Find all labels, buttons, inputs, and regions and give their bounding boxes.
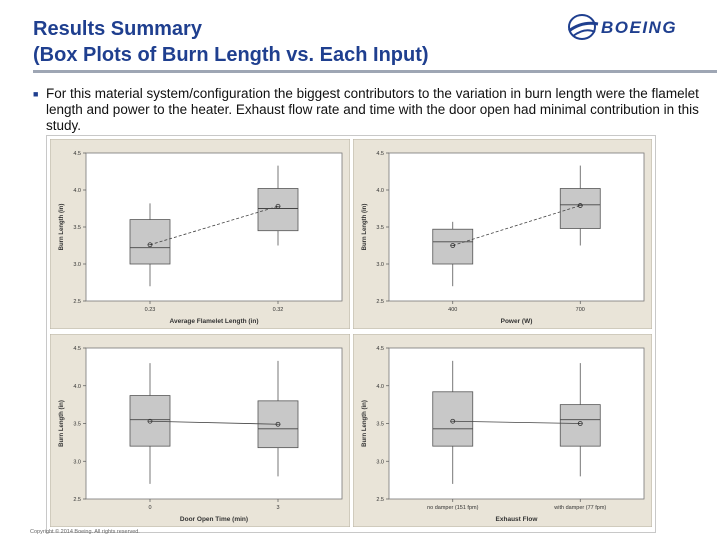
y-tick-label: 3.5 [376,421,384,428]
y-axis-label: Burn Length (in) [59,203,65,251]
y-tick-label: 4.0 [73,383,81,390]
y-tick-label: 3.0 [73,262,81,268]
x-tick-label: 0.32 [272,307,284,313]
box-plot-figure [46,135,656,533]
x-tick-label: 0.23 [144,307,156,313]
iqr-box [433,229,473,264]
x-tick-label: 400 [448,307,458,313]
box-plot-exhaust-flow [353,334,652,527]
boeing-logo [565,12,715,42]
y-tick-label: 4.5 [73,151,81,157]
slide-title [33,16,553,68]
summary-bullet-text: For this material system/configuration the biggest contributors to the variation in burn length were the flamelet length and power to the heater. Exhaust flow rate and time with the door open had minimal contribution in this study. [46,86,699,133]
x-tick-label: 0 [148,505,152,511]
y-tick-label: 3.5 [376,225,384,231]
y-tick-label: 4.0 [376,188,384,194]
x-axis-label: Average Flamelet Length (in) [169,318,259,325]
x-tick-label: 3 [276,505,280,511]
copyright-footer: Copyright © 2014 Boeing. All rights reserved. [30,529,140,535]
y-tick-label: 3.5 [73,225,81,231]
x-axis-label: Exhaust Flow [495,516,538,523]
x-tick-label: 700 [575,307,585,313]
y-tick-label: 3.0 [376,262,384,268]
box-plot-power [353,139,652,329]
slide-title-line-1: Results Summary [33,18,202,40]
x-axis-label: Power (W) [500,318,533,325]
y-tick-label: 4.5 [376,151,384,157]
x-tick-label: with damper (77 fpm) [554,505,607,511]
y-tick-label: 4.0 [73,188,81,194]
y-axis-label: Burn Length (in) [362,203,368,251]
x-axis-label: Door Open Time (min) [179,516,249,523]
y-tick-label: 4.0 [376,383,384,390]
y-tick-label: 2.5 [376,497,384,503]
y-tick-label: 3.5 [73,421,81,428]
slide-title-line-2: (Box Plots of Burn Length vs. Each Input) [33,44,429,66]
x-tick-label: no damper (151 fpm) [427,505,479,511]
y-tick-label: 3.0 [73,459,81,466]
y-tick-label: 2.5 [376,299,384,305]
y-tick-label: 3.0 [376,459,384,466]
y-tick-label: 4.5 [73,346,81,352]
iqr-box [130,220,170,264]
iqr-box [130,396,170,447]
plot-area [86,153,342,301]
plot-area [86,348,342,499]
y-axis-label: Burn Length (in) [362,400,368,447]
iqr-box [560,189,600,229]
title-divider [33,70,717,73]
y-tick-label: 2.5 [73,299,81,305]
y-axis-label: Burn Length (in) [59,400,65,447]
boeing-logo-wordmark: BOEING [601,18,678,37]
y-tick-label: 4.5 [376,346,384,352]
summary-bullet [33,86,703,134]
bullet-square-icon: ■ [33,89,39,99]
boeing-logo-mark-icon [569,15,598,39]
plot-area [389,348,644,499]
box-plot-door-open-time [50,334,350,527]
y-tick-label: 2.5 [73,497,81,503]
plot-area [389,153,644,301]
box-plot-flamelet-length [50,139,350,329]
iqr-box [258,189,298,231]
